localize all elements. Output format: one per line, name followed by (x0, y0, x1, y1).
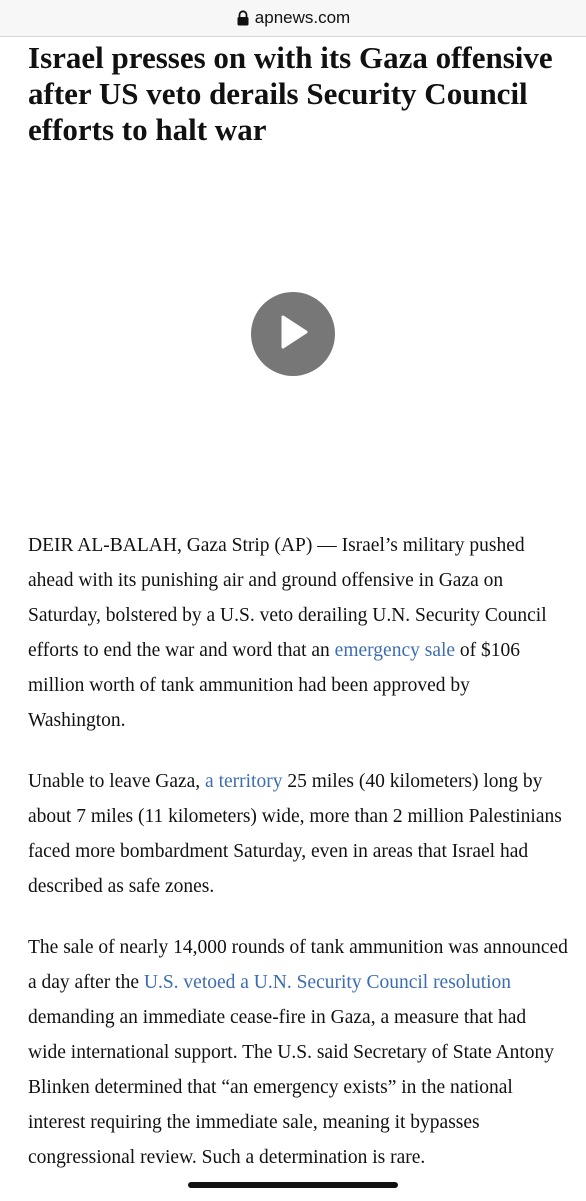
article-headline: Israel presses on with its Gaza offensive after US veto derails Security Council efforts to halt war (28, 40, 553, 147)
address-bar[interactable] (0, 0, 586, 37)
article-paragraph (28, 528, 568, 738)
lock-icon (236, 10, 250, 26)
article-paragraph (28, 930, 568, 1175)
article-body (28, 528, 568, 1201)
paragraph-text: DEIR AL-BALAH, Gaza Strip (AP) — Israel’s military pushed ahead with its punishing air and ground offensive in Gaza on Saturday, bolstered by a U.S. veto derailing U.N. Security Council efforts to end the war and word that an (28, 535, 547, 661)
play-icon (277, 314, 309, 355)
paragraph-text: Unable to leave Gaza, (28, 771, 206, 792)
paragraph-text: 25 miles (40 kilometers) long by about 7 miles (11 kilometers) wide, more than 2 million Palestinians faced more bombardment Saturday, even in areas that Israel had described as safe zones. (28, 771, 562, 897)
link-us-veto-resolution[interactable]: U.S. vetoed a U.N. Security Council resolution (143, 972, 512, 993)
url-text: apnews.com (254, 8, 351, 27)
paragraph-text: The sale of nearly 14,000 rounds of tank ammunition was announced a day after the (28, 937, 568, 993)
paragraph-text: of $106 million worth of tank ammunition had been approved by Washington. (28, 640, 521, 731)
home-indicator[interactable] (188, 1182, 398, 1188)
paragraph-text: demanding an immediate cease-fire in Gaza, a measure that had wide international support. The U.S. said Secretary of State Antony Blinken determined that “an emergency exists” in the national interest requiring the immediate sale, meaning it bypasses congressional review. Such a determination is rare. (28, 1007, 555, 1168)
article-paragraph (28, 764, 568, 904)
link-a-territory[interactable]: a territory (205, 771, 283, 792)
link-emergency-sale[interactable]: emergency sale (334, 640, 456, 661)
play-button[interactable] (251, 292, 335, 376)
